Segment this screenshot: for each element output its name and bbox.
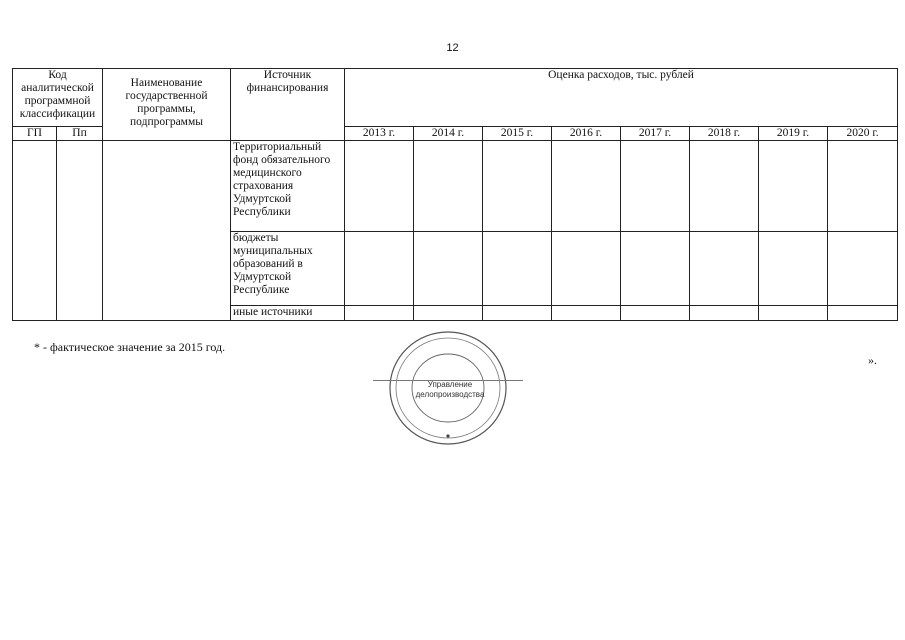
value-cell xyxy=(552,232,621,306)
value-cell xyxy=(414,232,483,306)
header-year-2019: 2019 г. xyxy=(759,127,828,141)
pp-cell xyxy=(57,141,103,321)
value-cell xyxy=(414,306,483,321)
value-cell xyxy=(345,141,414,232)
budget-table xyxy=(12,68,898,321)
value-cell xyxy=(690,232,759,306)
header-gp: ГП xyxy=(13,127,57,141)
value-cell xyxy=(828,306,898,321)
closing-quote: ». xyxy=(868,353,877,367)
header-funding-source: Источник финансирования xyxy=(231,69,345,141)
table-row xyxy=(13,141,898,232)
header-year-2015: 2015 г. xyxy=(483,127,552,141)
funding-source-cell: бюджеты муниципальных образований в Удмуртской Республике xyxy=(231,232,345,306)
stamp-line-2: делопроизводства xyxy=(415,390,485,399)
value-cell xyxy=(621,306,690,321)
value-cell xyxy=(621,232,690,306)
value-cell xyxy=(759,306,828,321)
funding-source-cell: Территориальный фонд обязательного медицинского страхования Удмуртской Республики xyxy=(231,141,345,232)
value-cell xyxy=(483,306,552,321)
header-program-name: Наименование государственной программы, подпрограммы xyxy=(103,69,231,141)
header-year-2013: 2013 г. xyxy=(345,127,414,141)
gp-cell xyxy=(13,141,57,321)
value-cell xyxy=(552,141,621,232)
value-cell xyxy=(690,306,759,321)
value-cell xyxy=(690,141,759,232)
value-cell xyxy=(759,141,828,232)
value-cell xyxy=(345,306,414,321)
value-cell xyxy=(828,232,898,306)
page-number: 12 xyxy=(446,42,459,54)
value-cell xyxy=(552,306,621,321)
header-year-2020: 2020 г. xyxy=(828,127,898,141)
value-cell xyxy=(621,141,690,232)
header-expense-estimate: Оценка расходов, тыс. рублей xyxy=(345,69,898,127)
value-cell xyxy=(483,141,552,232)
program-name-cell xyxy=(103,141,231,321)
header-year-2014: 2014 г. xyxy=(414,127,483,141)
funding-source-cell: иные источники xyxy=(231,306,345,321)
header-year-2018: 2018 г. xyxy=(690,127,759,141)
value-cell xyxy=(345,232,414,306)
stamp-line-1: Управление xyxy=(427,380,473,389)
header-year-2016: 2016 г. xyxy=(552,127,621,141)
footnote: * - фактическое значение за 2015 год. xyxy=(34,340,226,354)
stamp-text xyxy=(405,380,495,400)
value-cell xyxy=(483,232,552,306)
header-code: Код аналитической программной классификации xyxy=(13,69,103,127)
value-cell xyxy=(828,141,898,232)
value-cell xyxy=(414,141,483,232)
header-year-2017: 2017 г. xyxy=(621,127,690,141)
header-pp: Пп xyxy=(57,127,103,141)
value-cell xyxy=(759,232,828,306)
